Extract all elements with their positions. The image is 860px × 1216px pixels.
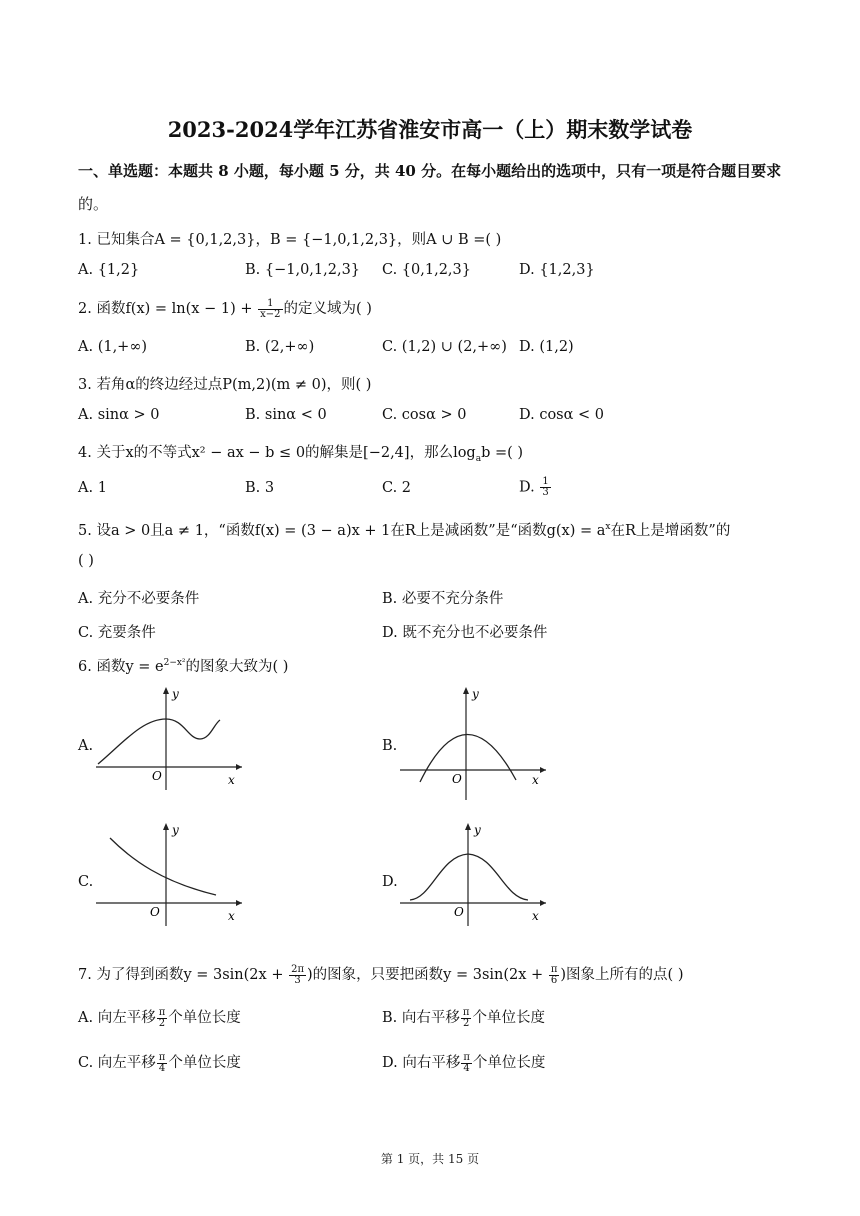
q7-stem-pre: 7. 为了得到函数y = 3sin(2x +	[78, 967, 289, 983]
q4-option-d-prefix: D.	[519, 479, 540, 496]
origin-label: O	[150, 905, 160, 919]
q6-option-b-label: B.	[382, 738, 398, 754]
axis-x-label: x	[228, 909, 235, 923]
q7-frac-2	[549, 965, 560, 986]
q2-fraction	[258, 299, 282, 320]
q7-a-num: π	[158, 1006, 166, 1018]
q7-b-pre: B. 向右平移	[382, 1010, 460, 1026]
axis-y-label: y	[172, 687, 179, 701]
q6-stem-pre: 6. 函数y = e	[78, 659, 164, 675]
axis-x-label: x	[532, 773, 539, 787]
section-heading: 一、单选题：本题共 8 小题，每小题 5 分，共 40 分。在每小题给出的选项中，只有一项是符合题目要求	[78, 162, 782, 180]
q7-option-c	[78, 1051, 241, 1074]
q4-option-c: C. 2	[382, 480, 412, 496]
q4-option-d-frac	[540, 477, 550, 498]
q7-b-post: 个单位长度	[472, 1010, 545, 1026]
q3-option-d: D. cosα < 0	[519, 407, 605, 423]
question-6-stem	[78, 655, 288, 676]
q5-option-b: B. 必要不充分条件	[382, 591, 504, 607]
q3-option-a: A. sinα > 0	[78, 407, 160, 423]
origin-label: O	[452, 772, 462, 786]
q5-exponent: x	[605, 522, 611, 533]
q6-graph-b	[396, 684, 556, 802]
q7-f2-num: π	[550, 963, 558, 975]
origin-label: O	[454, 905, 464, 919]
q7-option-b	[382, 1006, 545, 1029]
q4-stem-main: 4. 关于x的不等式x² − ax − b ≤ 0的解集是[−2,4]，那么log	[78, 445, 476, 461]
q2-stem-pre: 2. 函数f(x) = ln(x − 1) +	[78, 301, 258, 317]
question-5-stem	[78, 519, 730, 540]
q1-option-c: C. {0,1,2,3}	[382, 262, 471, 278]
q2-option-b: B. (2,+∞)	[245, 339, 315, 355]
q2-option-a: A. (1,+∞)	[78, 339, 148, 355]
q7-c-post: 个单位长度	[168, 1055, 241, 1071]
question-1-stem: 1. 已知集合A = {0,1,2,3}，B = {−1,0,1,2,3}，则A ∪ B =( )	[78, 232, 502, 248]
q6-option-c-label: C.	[78, 874, 94, 890]
question-3-stem: 3. 若角α的终边经过点P(m,2)(m ≠ 0)，则( )	[78, 377, 372, 393]
q4-d-den: 3	[542, 487, 549, 498]
q7-a-post: 个单位长度	[168, 1010, 241, 1026]
q4-d-num: 1	[542, 476, 549, 487]
q5-stem-line1-post: 在R上是增函数”的	[610, 523, 731, 539]
q7-b-den: 2	[462, 1017, 470, 1029]
q2-frac-num: 1	[258, 299, 282, 310]
question-4-stem	[78, 441, 523, 464]
q5-option-c: C. 充要条件	[78, 625, 156, 641]
axis-y-label: y	[172, 823, 179, 837]
q7-f2-den: 6	[550, 974, 558, 986]
q7-frac-1	[289, 965, 306, 986]
q7-c-pre: C. 向左平移	[78, 1055, 156, 1071]
q3-option-c: C. cosα > 0	[382, 407, 467, 423]
axis-x-label: x	[228, 773, 235, 787]
q4-option-b: B. 3	[245, 480, 275, 496]
q7-option-a	[78, 1006, 241, 1029]
q6-option-d-label: D.	[382, 874, 398, 890]
q7-d-frac	[461, 1053, 472, 1074]
q4-option-a: A. 1	[78, 480, 107, 496]
q7-b-frac	[461, 1008, 472, 1029]
q2-frac-den: x−2	[260, 308, 281, 320]
q7-d-den: 4	[463, 1062, 470, 1074]
q6-exponent: 2−x²	[163, 658, 186, 669]
axis-y-label: y	[472, 687, 479, 701]
q2-stem-post: 的定义域为( )	[283, 301, 372, 317]
q4-log-base: a	[475, 453, 482, 464]
q7-f1-den: 3	[294, 974, 301, 986]
q7-a-frac	[157, 1008, 168, 1029]
q1-option-a: A. {1,2}	[78, 262, 140, 278]
q7-stem-post: )图象上所有的点( )	[560, 967, 684, 983]
q5-option-a: A. 充分不必要条件	[78, 591, 200, 607]
axis-y-label: y	[474, 823, 481, 837]
q6-graph-c	[92, 820, 252, 928]
q7-a-den: 2	[158, 1017, 166, 1029]
q6-option-a-label: A.	[78, 738, 94, 754]
q2-option-c: C. (1,2) ∪ (2,+∞)	[382, 339, 507, 355]
origin-label: O	[152, 769, 162, 783]
q7-c-num: π	[158, 1051, 166, 1063]
q7-stem-mid: )的图象，只要把函数y = 3sin(2x +	[307, 967, 548, 983]
q6-stem-post: 的图象大致为( )	[185, 659, 289, 675]
q3-option-b: B. sinα < 0	[245, 407, 327, 423]
q6-curve-c	[110, 838, 216, 895]
q7-a-pre: A. 向左平移	[78, 1010, 156, 1026]
page-title: 2023-2024学年江苏省淮安市高一（上）期末数学试卷	[167, 117, 693, 142]
q6-graph-a	[92, 684, 252, 792]
q7-option-d	[382, 1051, 545, 1074]
q4-option-d	[519, 477, 552, 498]
q7-c-den: 4	[158, 1062, 166, 1074]
q7-b-num: π	[462, 1006, 470, 1018]
q7-d-pre: D. 向右平移	[382, 1055, 461, 1071]
page-footer: 第 1 页，共 15 页	[380, 1152, 480, 1166]
section-heading-cont: 的。	[78, 195, 109, 213]
q7-d-post: 个单位长度	[472, 1055, 546, 1071]
q7-c-frac	[157, 1053, 168, 1074]
q5-option-d: D. 既不充分也不必要条件	[382, 625, 548, 641]
q6-curve-d	[410, 854, 528, 900]
q6-graph-d	[396, 820, 556, 928]
q2-option-d: D. (1,2)	[519, 339, 574, 355]
q4-stem-post: b =( )	[481, 445, 524, 461]
q6-curve-b	[420, 734, 516, 782]
question-2-stem	[78, 297, 372, 320]
question-5-stem-line2: ( )	[78, 553, 94, 569]
q7-d-num: π	[463, 1051, 470, 1063]
q5-stem-line1: 5. 设a > 0且a ≠ 1，“函数f(x) = (3 − a)x + 1在R上是减函数”是“函数g(x) = a	[78, 523, 606, 539]
q1-option-d: D. {1,2,3}	[519, 262, 595, 278]
q6-curve-a	[98, 719, 220, 764]
q1-option-b: B. {−1,0,1,2,3}	[245, 262, 361, 278]
q7-f1-num: 2π	[291, 963, 305, 975]
question-7-stem	[78, 963, 683, 986]
axis-x-label: x	[532, 909, 539, 923]
